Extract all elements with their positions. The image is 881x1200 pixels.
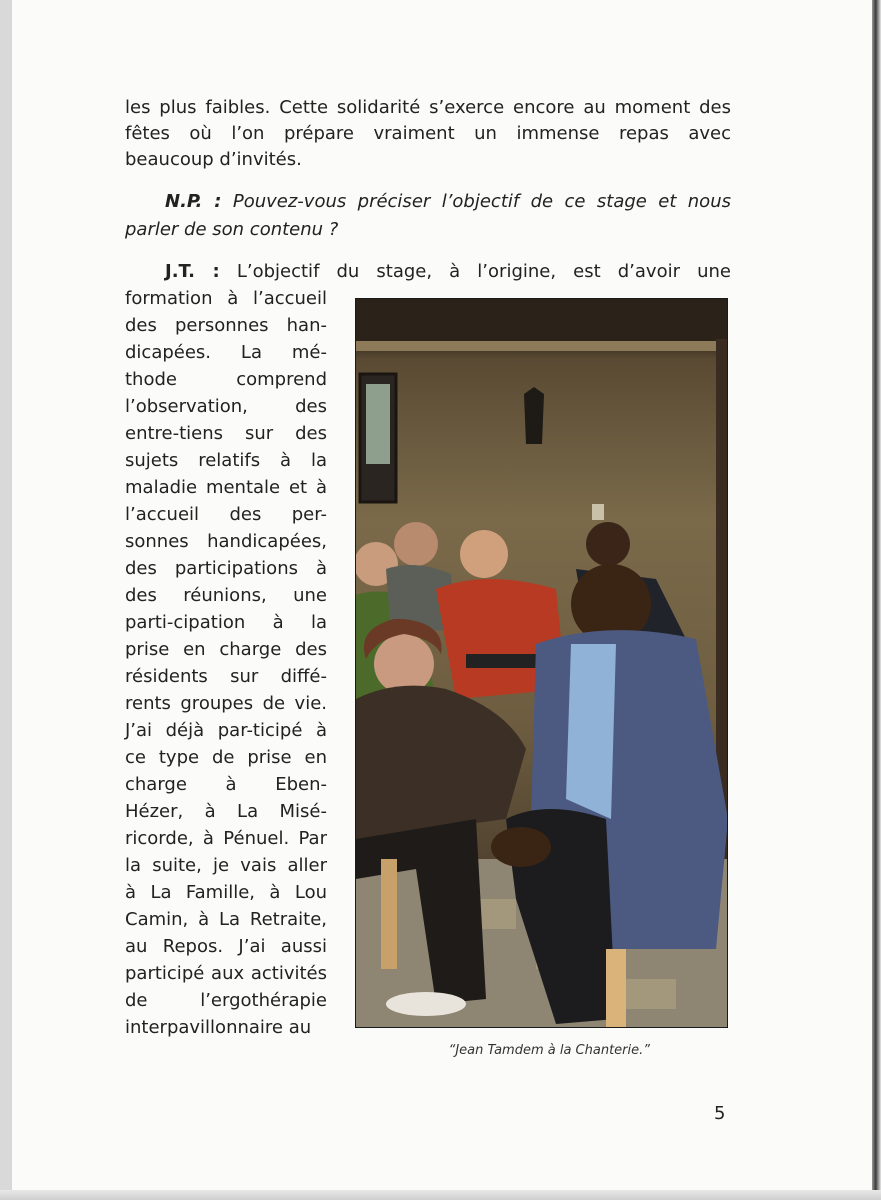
text-line: fêtes où l’on prépare vraiment un immense repas avec bbox=[125, 123, 731, 144]
text-line: Camin, à La Retraite, bbox=[125, 909, 327, 930]
text-line: thode comprend bbox=[125, 369, 327, 390]
text-line: de l’ergothérapie bbox=[125, 990, 327, 1011]
answer-text: L’objectif du stage, à l’origine, est d’avoir une bbox=[236, 261, 731, 282]
text-line: dicapées. La mé- bbox=[125, 342, 327, 363]
text-line: sonnes handicapées, bbox=[125, 531, 327, 552]
text-line: beaucoup d’invités. bbox=[125, 149, 302, 170]
page-number: 5 bbox=[714, 1103, 726, 1124]
text-line: Hézer, à La Misé- bbox=[125, 801, 327, 822]
text-line: des personnes han- bbox=[125, 315, 327, 336]
question-speaker: N.P. : bbox=[165, 191, 222, 212]
text-line: interpavillonnaire au bbox=[125, 1017, 312, 1038]
page-right-edge bbox=[872, 0, 881, 1200]
page-bottom-edge bbox=[0, 1190, 881, 1200]
text-line: charge à Eben- bbox=[125, 774, 327, 795]
text-line: l’accueil des per- bbox=[125, 504, 327, 525]
photo-jean-tamdem bbox=[355, 298, 728, 1028]
photo-illustration bbox=[356, 299, 728, 1028]
text-line: des réunions, une bbox=[125, 585, 327, 606]
text-line: maladie mentale et à bbox=[125, 477, 327, 498]
text-line: sujets relatifs à la bbox=[125, 450, 327, 471]
text-line: parti-cipation à la bbox=[125, 612, 327, 633]
text-line: ce type de prise en bbox=[125, 747, 327, 768]
text-line: au Repos. J’ai aussi bbox=[125, 936, 327, 957]
text-line bbox=[125, 260, 731, 284]
text-line: l’observation, des bbox=[125, 396, 327, 417]
text-line: les plus faibles. Cette solidarité s’exerce encore au moment des bbox=[125, 97, 731, 118]
text-line: parler de son contenu ? bbox=[125, 219, 339, 240]
answer-speaker: J.T. : bbox=[165, 261, 220, 282]
text-line: participé aux activités bbox=[125, 963, 327, 984]
text-line: des participations à bbox=[125, 558, 327, 579]
text-line: formation à l’accueil bbox=[125, 288, 327, 309]
text-line: la suite, je vais aller bbox=[125, 855, 327, 876]
text-line: à La Famille, à Lou bbox=[125, 882, 327, 903]
text-line: résidents sur diffé- bbox=[125, 666, 327, 687]
question-text: Pouvez-vous préciser l’objectif de ce stage et nous bbox=[232, 191, 731, 212]
text-line: ricorde, à Pénuel. Par bbox=[125, 828, 327, 849]
text-line: rents groupes de vie. bbox=[125, 693, 327, 714]
text-line: J’ai déjà par-ticipé à bbox=[125, 720, 327, 741]
text-line: prise en charge des bbox=[125, 639, 327, 660]
text-line: entre-tiens sur des bbox=[125, 423, 327, 444]
text-line bbox=[125, 190, 731, 214]
photo-caption: “Jean Tamdem à la Chanterie.” bbox=[448, 1043, 650, 1058]
